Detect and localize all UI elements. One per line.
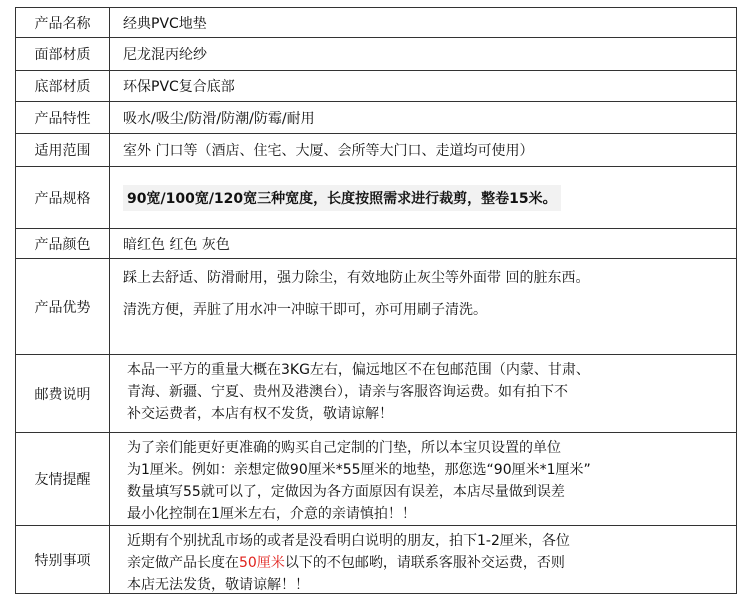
special-line-3: 本店无法发货，敬请谅解！！ — [127, 577, 309, 593]
row-bottom-material — [16, 71, 736, 102]
row-color — [16, 229, 736, 259]
label-shipping: 邮费说明 — [16, 355, 110, 432]
row-features — [16, 102, 736, 134]
reminder-line-2: 为1厘米。例如：亲想定做90厘米*55厘米的地垫，那您选“90厘米*1厘米” — [127, 462, 591, 478]
shipping-line-2: 青海、新疆、宁夏、贵州及港澳台），请亲与客服咨询运费。如有拍下不 — [127, 384, 568, 400]
row-advantages — [16, 259, 736, 355]
reminder-line-3: 数量填写55就可以了，定做因为各方面原因有误差，本店尽量做到误差 — [127, 484, 565, 500]
value-surface-material: 尼龙混丙纶纱 — [123, 47, 207, 63]
label-color: 产品颜色 — [16, 229, 110, 258]
label-applicable-range: 适用范围 — [16, 134, 110, 166]
label-specification: 产品规格 — [16, 167, 110, 228]
advantages-line-1: 踩上去舒适、防滑耐用，强力除尘，有效地防止灰尘等外面带 回的脏东西。 — [123, 270, 590, 286]
value-color: 暗红色 红色 灰色 — [123, 236, 230, 253]
special-line-1: 近期有个别扰乱市场的或者是没看明白说明的朋友，拍下1-2厘米，各位 — [127, 533, 570, 549]
special-line-2-post: 以下的不包邮哟，请联系客服补交运费，否则 — [284, 555, 565, 571]
value-special-notes — [109, 526, 736, 593]
value-product-name: 经典PVC地垫 — [123, 15, 207, 32]
value-advantages — [109, 259, 736, 354]
specification-text: 90宽/100宽/120宽三种宽度，长度按照需求进行裁剪，整卷15米。 — [123, 185, 561, 211]
row-surface-material — [16, 38, 736, 71]
label-special-notes: 特别事项 — [16, 526, 110, 593]
special-highlight-length: 50厘米 — [239, 555, 285, 571]
label-advantages: 产品优势 — [16, 259, 110, 354]
value-bottom-material: 环保PVC复合底部 — [123, 79, 235, 95]
label-product-name: 产品名称 — [16, 8, 110, 37]
value-specification — [109, 167, 736, 228]
row-specification — [16, 167, 736, 229]
row-shipping — [16, 355, 736, 433]
label-reminder: 友情提醒 — [16, 433, 110, 525]
special-line-2-pre: 亲定做产品长度在 — [127, 555, 239, 571]
row-reminder — [16, 433, 736, 526]
product-spec-table — [15, 7, 737, 594]
special-line-2 — [127, 552, 728, 574]
label-bottom-material: 底部材质 — [16, 71, 110, 101]
label-surface-material: 面部材质 — [16, 38, 110, 70]
advantages-line-2: 清洗方便，弄脏了用水冲一冲晾干即可，亦可用刷子清洗。 — [123, 302, 487, 318]
label-features: 产品特性 — [16, 102, 110, 133]
reminder-line-4: 最小化控制在1厘米左右，介意的亲请慎拍！！ — [127, 506, 416, 522]
reminder-line-1: 为了亲们能更好更准确的购买自己定制的门垫，所以本宝贝设置的单位 — [127, 440, 561, 456]
row-product-name — [16, 8, 736, 38]
shipping-line-3: 补交运费者，本店有权不发货，敬请谅解！ — [127, 406, 393, 422]
value-features: 吸水/吸尘/防滑/防潮/防霉/耐用 — [123, 110, 315, 127]
shipping-line-1: 本品一平方的重量大概在3KG左右，偏远地区不在包邮范围（内蒙、甘肃、 — [127, 362, 590, 378]
value-reminder — [109, 433, 736, 525]
row-applicable-range — [16, 134, 736, 167]
value-shipping — [109, 355, 736, 432]
value-applicable-range: 室外 门口等（酒店、住宅、大厦、会所等大门口、走道均可使用） — [123, 143, 534, 159]
row-special-notes — [16, 526, 736, 593]
